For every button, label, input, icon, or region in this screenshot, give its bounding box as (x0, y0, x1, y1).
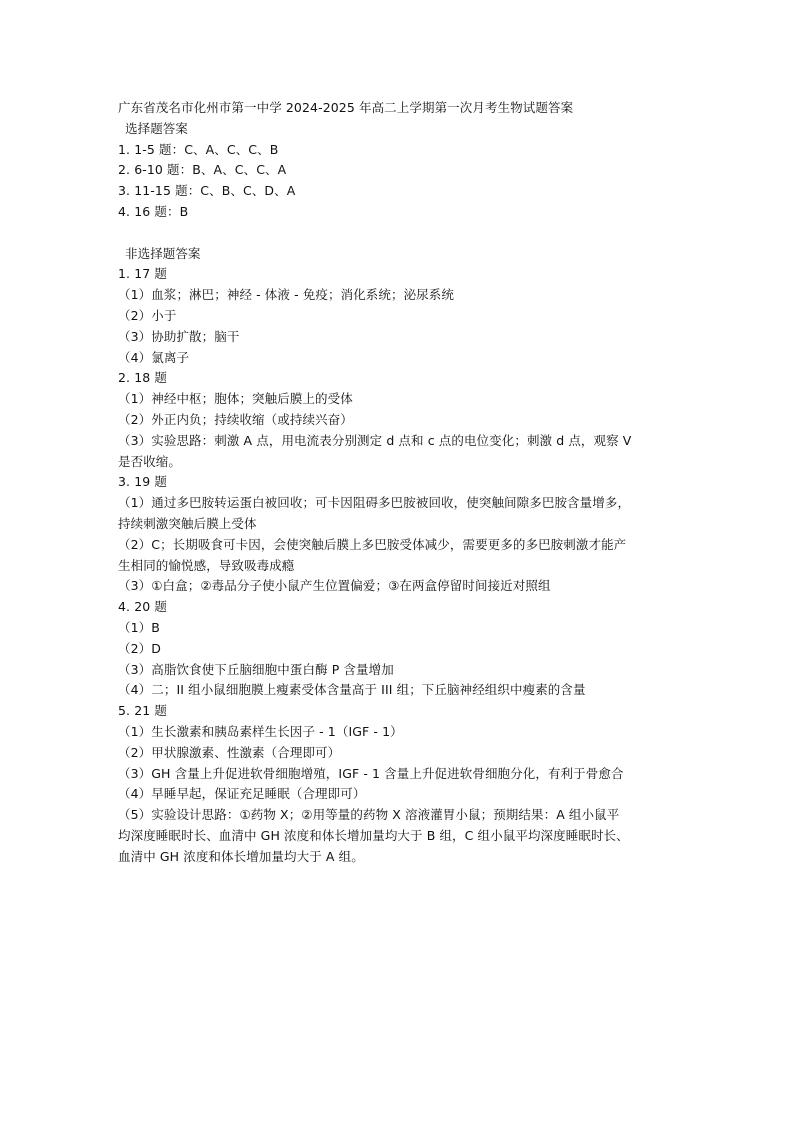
choice-answer-line: 2. 6-10 题：B、A、C、C、A (118, 162, 287, 178)
question-17-title: 1. 17 题 (118, 266, 167, 282)
answer-line: （3）协助扩散；脑干 (118, 328, 240, 344)
document-title: 广东省茂名市化州市第一中学 2024-2025 年高二上学期第一次月考生物试题答案 (118, 100, 574, 115)
section-gap (118, 223, 688, 244)
question-19-title: 3. 19 题 (118, 474, 167, 490)
answer-line: （3）GH 含量上升促进软骨细胞增殖，IGF - 1 含量上升促进软骨细胞分化，有利于骨愈合 (118, 765, 624, 781)
answer-line: （4）早睡早起，保证充足睡眠（合理即可） (118, 786, 366, 802)
answer-line: （1）B (118, 619, 160, 635)
answer-line: （1）神经中枢；胞体；突触后膜上的受体 (118, 391, 353, 407)
answer-line: （1）血浆；淋巴；神经 - 体液 - 免疫；消化系统；泌尿系统 (118, 287, 454, 303)
question-18-title: 2. 18 题 (118, 370, 167, 386)
answer-line: （1）通过多巴胺转运蛋白被回收；可卡因阻碍多巴胺被回收，使突触间隙多巴胺含量增多， (118, 495, 631, 511)
nonchoice-section-heading: 非选择题答案 (125, 245, 201, 261)
answer-line: （3）①白盒；②毒品分子使小鼠产生位置偏爱；③在两盒停留时间接近对照组 (118, 578, 551, 594)
answer-line: 血清中 GH 浓度和体长增加量均大于 A 组。 (118, 848, 364, 864)
answer-line: 均深度睡眠时长、血清中 GH 浓度和体长增加量均大于 B 组，C 组小鼠平均深度睡眠时长、 (118, 827, 629, 843)
answer-line: （3）实验思路：刺激 A 点，用电流表分别测定 d 点和 c 点的电位变化；刺激 d 点，观察 V (118, 432, 632, 448)
answer-line: （2）甲状腺激素、性激素（合理即可） (118, 744, 341, 760)
choice-answer-line: 4. 16 题：B (118, 203, 189, 219)
answer-line: （2）外正内负；持续收缩（或持续兴奋） (118, 411, 353, 427)
answer-line: （2）C；长期吸食可卡因，会使突触后膜上多巴胺受体减少，需要更多的多巴胺刺激才能产 (118, 536, 627, 552)
answer-line: （4）二；II 组小鼠细胞膜上瘦素受体含量高于 III 组；下丘脑神经组织中瘦素的含量 (118, 682, 586, 698)
answer-line: 生相同的愉悦感，导致吸毒成瘾 (118, 557, 295, 573)
question-21-title: 5. 21 题 (118, 703, 167, 719)
answer-line: （4）氯离子 (118, 349, 190, 365)
choice-answer-line: 1. 1-5 题：C、A、C、C、B (118, 141, 279, 157)
answer-line: （2）D (118, 640, 161, 656)
answer-line: 持续刺激突触后膜上受体 (118, 515, 257, 531)
choice-section-heading: 选择题答案 (125, 120, 189, 136)
answer-line: （5）实验设计思路：①药物 X；②用等量的药物 X 溶液灌胃小鼠；预期结果：A 组小鼠平 (118, 807, 620, 823)
answer-document (118, 98, 688, 867)
answer-line: 是否收缩。 (118, 453, 182, 469)
answer-line: （3）高脂饮食使下丘脑细胞中蛋白酶 P 含量增加 (118, 661, 394, 677)
choice-answer-line: 3. 11-15 题：C、B、C、D、A (118, 183, 296, 199)
answer-line: （2）小于 (118, 307, 177, 323)
answer-line: （1）生长激素和胰岛素样生长因子 - 1（IGF - 1） (118, 723, 403, 739)
question-20-title: 4. 20 题 (118, 599, 167, 615)
